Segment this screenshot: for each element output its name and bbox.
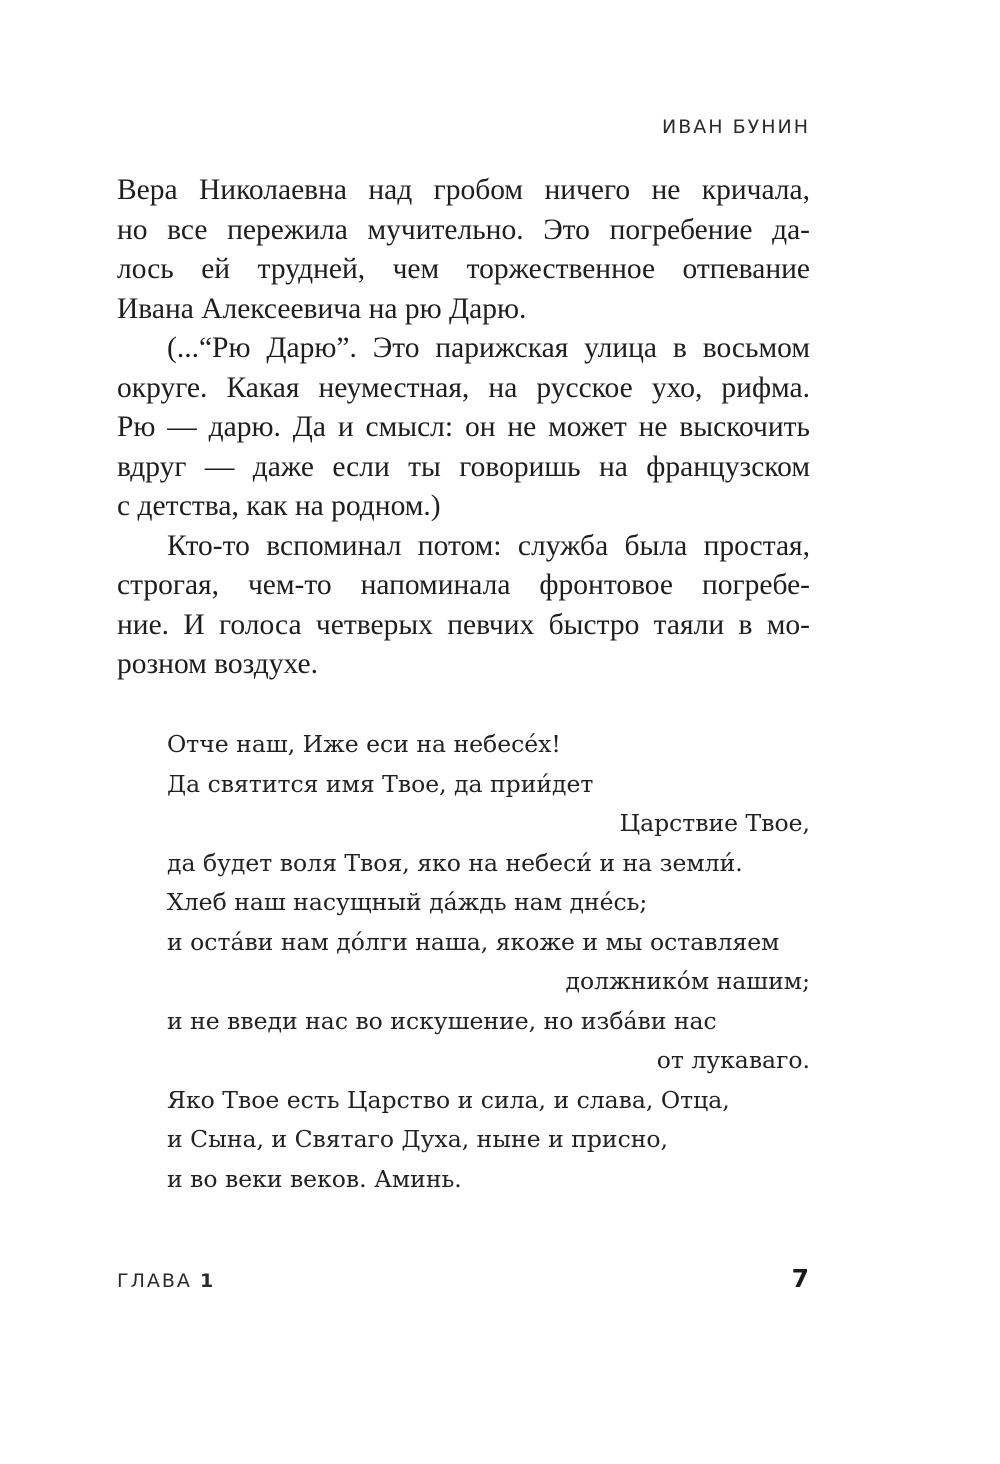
paragraph — [117, 329, 810, 527]
text-line: округе. Какая неуместная, на русское ухо, рифма. — [117, 371, 810, 404]
verse-line: и во веки веков. Аминь. — [167, 1164, 462, 1193]
paragraph — [117, 171, 810, 329]
verse-line: и не введи нас во искушение, но изба́ви нас — [167, 1006, 717, 1035]
paragraph — [117, 527, 810, 685]
text-line: лось ей трудней, чем торжественное отпевание — [117, 253, 810, 285]
text-line: строгая, чем-то напоминала фронтовое погребе- — [117, 569, 810, 601]
verse-line: и оста́ви нам до́лги наша, якоже и мы оставляем — [167, 927, 780, 956]
verse-line: Яко Твое есть Царство и сила, и слава, Отца, — [167, 1085, 730, 1114]
text-line: (...“Рю Дарю”. Это парижская улица в восьмом — [167, 332, 810, 364]
text-line: розном воздухе. — [117, 648, 319, 680]
verse-line: Да святится имя Твое, да прии́дет — [167, 769, 594, 798]
verse-line: и Сына, и Святаго Духа, ныне и присно, — [167, 1125, 669, 1153]
prayer-verse — [167, 725, 810, 1199]
body-text — [117, 171, 810, 685]
verse-line: Отче наш, Иже еси на небесéх! — [167, 730, 561, 758]
verse-line: да будет воля Твоя, яко на небеси́ и на земли́. — [167, 848, 743, 877]
text-line: Кто-то вспоминал потом: служба была простая, — [167, 529, 810, 562]
text-line: Ивана Алексеевича на рю Дарю. — [117, 292, 527, 325]
chapter-label — [117, 1270, 215, 1292]
verse-line: должнико́м нашим; — [565, 967, 810, 995]
running-head: ИВАН БУНИН — [662, 116, 810, 138]
chapter-number: 1 — [199, 1270, 216, 1292]
text-line: Вера Николаевна над гробом ничего не кричала, — [117, 174, 810, 206]
verse-line: Царствие Твое, — [619, 809, 810, 837]
text-line: вдруг — даже если ты говоришь на французском — [117, 450, 810, 483]
page-number: 7 — [791, 1264, 809, 1293]
chapter-word: ГЛАВА — [117, 1270, 192, 1292]
text-line: Рю — дарю. Да и смысл: он не может не выскочить — [117, 411, 810, 443]
verse-line: от лукаваго. — [656, 1046, 810, 1074]
text-line: но все пережила мучительно. Это погребение да- — [117, 213, 810, 246]
text-line: с детства, как на родном.) — [117, 490, 441, 522]
text-line: ние. И голоса четверых певчих быстро таяли в мо- — [117, 608, 810, 641]
verse-line: Хлеб наш насущный да́ждь нам днéсь; — [167, 888, 648, 916]
